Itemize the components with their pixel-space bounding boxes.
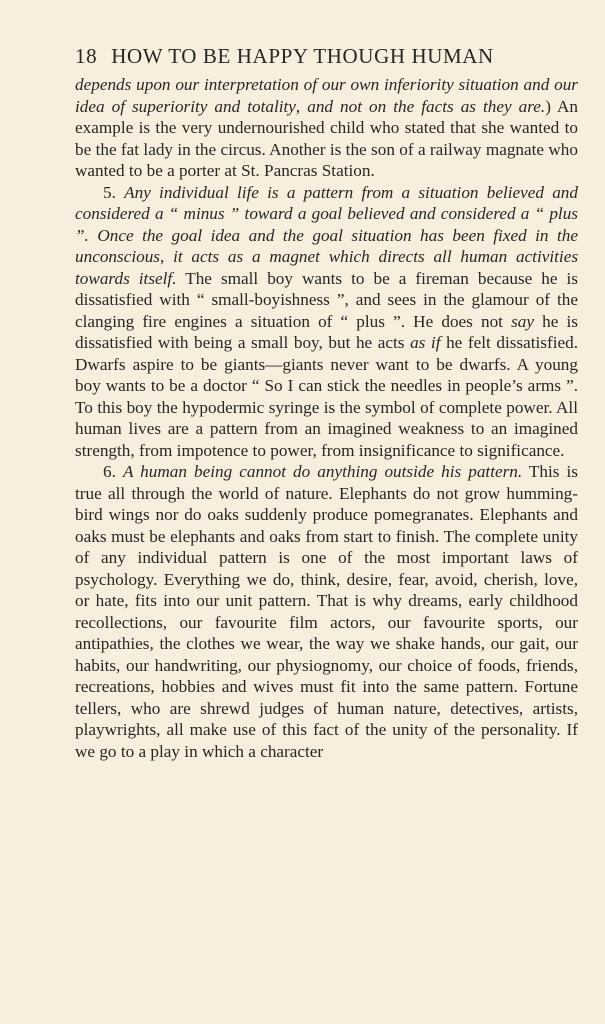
italic-text: say (511, 311, 535, 331)
running-title: HOW TO BE HAPPY THOUGH HUMAN (111, 44, 494, 68)
page-number: 18 (75, 44, 98, 68)
paragraph-point-5 (75, 182, 578, 462)
italic-text: it acts as a magnet which directs all human activities towards itself. (75, 247, 579, 288)
italic-text: Any individual life is a pattern from a situation believed and considered a “ minus ” toward a goal believed and considered a “ plus ”. Once the goal idea and the goal situation has been fixed in the unconscious (75, 182, 578, 266)
plain-text: ) An example is the very undernourished child who stated that she wanted to be the fat lady in the circus. Another is the son of a railway magnate who wanted to be a porter at St. Pancras Station. (75, 96, 578, 180)
plain-text: , (159, 247, 174, 266)
paragraph-continuation (75, 74, 578, 182)
point-number: 6. (103, 462, 116, 481)
running-header (75, 44, 578, 74)
point-number: 5. (103, 182, 116, 202)
page-body (75, 74, 578, 762)
paragraph-point-6 (75, 461, 578, 762)
plain-text: The small boy wants to be a fireman because he is dissatisfied with “ small-boyishness ”, and sees in the glamour of the clanging fire engines a situation of “ plus ”. He does not (75, 268, 578, 331)
plain-text: he is dissatisfied with being a small boy, but he acts (75, 311, 579, 352)
plain-text: This is true all through the world of nature. Elephants do not grow humming-bird wings nor do oaks suddenly produce pomegranates. Elephants and oaks must be elephants and oaks from start to finish. The complete unity of any individual pattern is one of the most important laws of psychology. Everything we do, think, desire, fear, avoid, cherish, love, or hate, fits into our unit pattern. That is why dreams, early childhood recollections, our favourite film actors, our favourite sports, our antipathies, the clothes we wear, the way we shake hands, our gait, our habits, our handwriting, our physiognomy, our choice of foods, friends, recreations, hobbies and wives must fit into the same pattern. Fortune tellers, who are shrewd judges of human nature, detectives, artists, playwrights, all make use of this fact of the unity of the personality. If we go to a play in which a character (75, 462, 578, 761)
plain-text: , (295, 96, 308, 116)
italic-text: depends upon our interpretation of our own inferiority situation and our idea of superiority and totality (75, 75, 578, 116)
italic-text: and not on the facts as they are. (307, 96, 546, 116)
italic-text: A human being cannot do anything outside his pattern. (122, 462, 523, 481)
italic-text: as if (410, 333, 441, 352)
plain-text: he felt dissatisfied. Dwarfs aspire to be giants—giants never want to be dwarfs. A young boy wants to be a doctor “ So I can stick the needles in people’s arms ”. To this boy the hypodermic syringe is the symbol of complete power. All human lives are a pattern from an imagined weakness to an imagined strength, from impotence to power, from insignificance to significance. (75, 333, 578, 460)
